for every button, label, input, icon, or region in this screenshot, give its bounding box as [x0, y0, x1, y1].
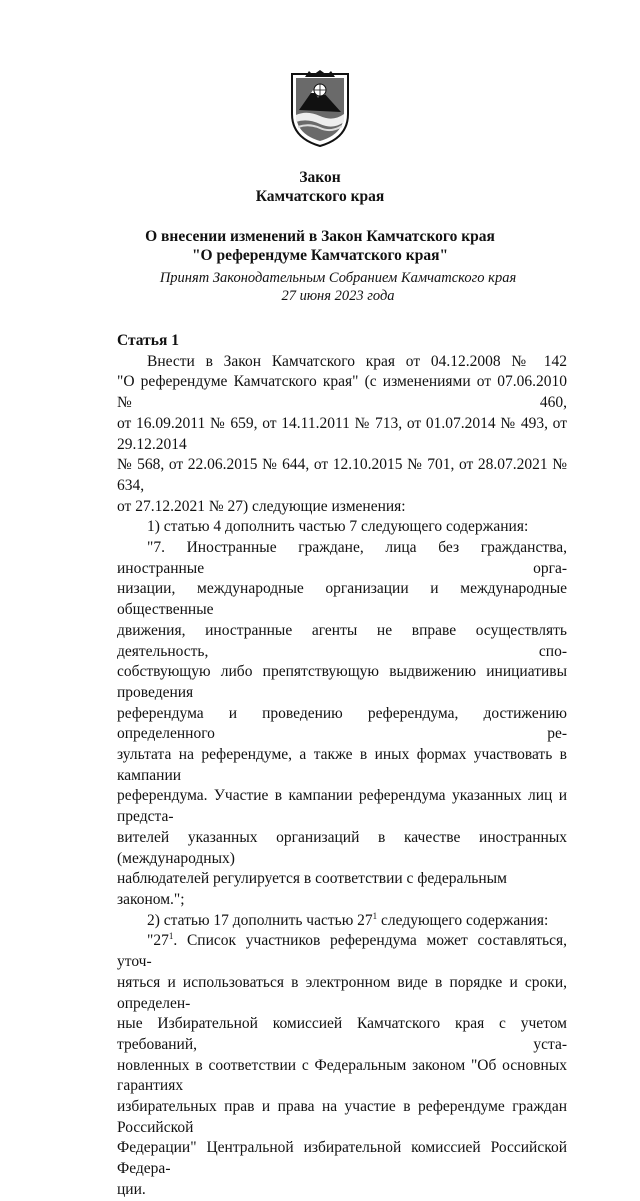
amendment-item-1: 1) статью 4 дополнить частью 7 следующего содержания:: [147, 518, 529, 536]
adoption-date: 27 июня 2023 года: [281, 288, 395, 304]
article-intro-line: от 27.12.2021 № 27) следующие изменения:: [117, 497, 406, 515]
article-body: [117, 331, 567, 1201]
amendment-text-line: избирательных прав и права на участие в референдуме граждан Российской: [117, 1098, 567, 1136]
amendment-text-line: референдума и проведению референдума, достижению определенного ре-: [117, 704, 567, 743]
amendment-text-line: ные Избирательной комиссией Камчатского края с учетом требований, уста-: [117, 1015, 567, 1053]
amendment-text-line: наблюдателей регулируется в соответствии с федеральным законом.";: [117, 870, 507, 908]
amendment-text-line: референдума. Участие в кампании референдума указанных лиц и предста-: [117, 787, 567, 826]
amendment-text-line: няться и использоваться в электронном виде в порядке и сроки, определен-: [117, 973, 567, 1012]
adoption-note: Принят Законодательным Собранием Камчатского края: [159, 270, 517, 286]
amendment-text-line: ции.: [117, 1180, 146, 1198]
law-title: Закон: [299, 169, 341, 186]
amendment-text-line: низации, международные организации и международные общественные: [117, 580, 567, 619]
amendment-text-line: "7. Иностранные граждане, лица без гражданства, иностранные орга-: [117, 539, 567, 577]
law-title-region: Камчатского края: [255, 188, 385, 205]
article-intro-line: № 568, от 22.06.2015 № 644, от 12.10.2015 № 701, от 28.07.2021 № 634,: [117, 456, 567, 494]
article-intro-line: от 16.09.2011 № 659, от 14.11.2011 № 713, от 01.07.2014 № 493, от 29.12.2014: [117, 414, 567, 453]
amendment-text-line: вителей указанных организаций в качестве иностранных (международных): [117, 828, 567, 867]
amendment-text-line: движения, иностранные агенты не вправе осуществлять деятельность, спо-: [117, 621, 567, 660]
article-heading: Статья 1: [117, 332, 179, 349]
kamchatka-coat-of-arms-icon: [289, 70, 351, 148]
amendment-text-line: зультата на референдуме, а также в иных формах участвовать в кампании: [117, 746, 567, 784]
amendment-text-line: собствующую либо препятствующую выдвижению инициативы проведения: [117, 663, 567, 701]
amendment-text-line: новленных в соответствии с Федеральным законом "Об основных гарантиях: [117, 1056, 567, 1095]
law-subtitle-line2: "О референдуме Камчатского края": [191, 247, 449, 264]
law-subtitle-line1: О внесении изменений в Закон Камчатского края: [145, 228, 495, 245]
article-intro-line: "О референдуме Камчатского края" (с изменениями от 07.06.2010 № 460,: [117, 373, 567, 412]
amendment-item-2: 2) статью 17 дополнить частью $27^1$ следующего содержания:: [147, 910, 549, 929]
amendment-text-line: "$27^1$. Список участников референдума может составляться, уточ-: [117, 931, 567, 971]
amendment-text-line: Федерации" Центральной избирательной комиссией Российской Федера-: [117, 1139, 567, 1178]
article-intro-line: Внести в Закон Камчатского края от 04.12.2008 № 142: [147, 352, 567, 370]
